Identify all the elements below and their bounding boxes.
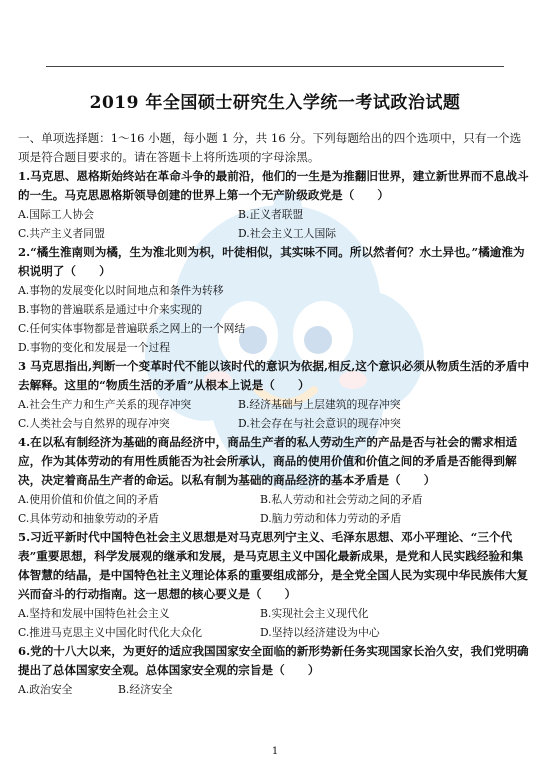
question-stem: 6.党的十八大以来，为更好的适应我国国家安全面临的新形势新任务实现国家长治久安，我们党明确提出了总体国家安全观。总体国家安全观的宗旨是（ ） [18,644,529,677]
question-stem: 2.“橘生淮南则为橘，生为淮北则为枳，叶徒相似，其实味不同。所以然者何？水土异也。”橘逾淮为枳说明了（ ） [18,245,525,278]
question-stem: 5.习近平新时代中国特色社会主义思想是对马克思列宁主义、毛泽东思想、邓小平理论、“三个代表”重要思想，科学发展观的继承和发展，是马克思主义中国化最新成果，是党和人民实践经验和集体智慧的结晶，是中国特色社主义理论体系的重要组成部分，是全党全国人民为实现中华民族伟大复兴而奋斗的行动指南。这一思想的核心要义是（ ） [18,530,529,601]
question-4 [18,433,532,528]
page-title: 2019 年全国硕士研究生入学统一考试政治试题 [89,93,461,113]
section-header: 一、单项选择题：1～16 小题，每小题 1 分，共 16 分。下列每题给出的四个选项中，只有一个选项是符合题目要求的。请在答题卡上将所选项的字母涂黑。 [18,131,522,164]
question-3 [18,357,532,433]
exam-page [18,82,532,699]
option-c: C.人类社会与自然界的现存冲突 [18,417,170,430]
question-stem: 3 马克思指出,判断一个变革时代不能以该时代的意识为依据,相反,这个意识必须从物质生活的矛盾中去解释。这里的“物质生活的矛盾”从根本上说是（ ） [18,359,530,392]
option-b: B.事物的普遍联系是通过中介来实现的 [18,303,203,316]
option-a: A.政治安全 [18,683,73,696]
option-c: C.具体劳动和抽象劳动的矛盾 [18,512,159,525]
option-a: A.事物的发展变化以时间地点和条件为转移 [18,284,224,297]
option-c: C.推进马克思主义中国化时代化大众化 [18,626,203,639]
option-d: D.事物的变化和发展是一个过程 [18,341,171,354]
option-c: C.共产主义者同盟 [18,227,105,240]
question-stem: 4.在以私有制经济为基础的商品经济中，商品生产者的私人劳动生产的产品是否与社会的需求相适应，作为其体劳动的有用性质能否为社会所承认，商品的使用价值和价值之间的矛盾是否能得到解决，决定着商品生产者的命运。以私有制为基础的商品经济的基本矛盾是（ ） [18,435,518,487]
option-d: D.社会存在与社会意识的现存冲突 [238,417,401,430]
question-6 [18,642,532,699]
top-rule [46,66,504,67]
option-d: D.坚持以经济建设为中心 [260,626,380,639]
page-number: 1 [271,746,279,757]
option-c: C.任何实体事物都是普遍联系之网上的一个网结 [18,322,246,335]
question-2 [18,243,532,357]
question-1 [18,167,532,243]
option-a: A.社会生产力和生产关系的现存冲突 [18,398,192,411]
question-5 [18,528,532,642]
option-d: D.脑力劳动和体力劳动的矛盾 [260,512,402,525]
option-b: B.经济安全 [118,683,173,696]
option-b: B.私人劳动和社会劳动之间的矛盾 [260,493,423,506]
option-b: B.实现社会主义现代化 [260,607,369,620]
option-d: D.社会主义工人国际 [238,227,337,240]
option-a: A.使用价值和价值之间的矛盾 [18,493,159,506]
option-a: A.坚持和发展中国特色社会主义 [18,607,170,620]
option-a: A.国际工人协会 [18,208,95,221]
option-b: B.经济基础与上层建筑的现存冲突 [238,398,401,411]
question-stem: 1.马克思、恩格斯始终站在革命斗争的最前沿，他们的一生是为推翻旧世界，建立新世界而不息战斗的一生。马克思恩格斯领导创建的世界上第一个无产阶级政党是（ ） [18,169,529,202]
option-b: B.正义者联盟 [238,208,304,221]
